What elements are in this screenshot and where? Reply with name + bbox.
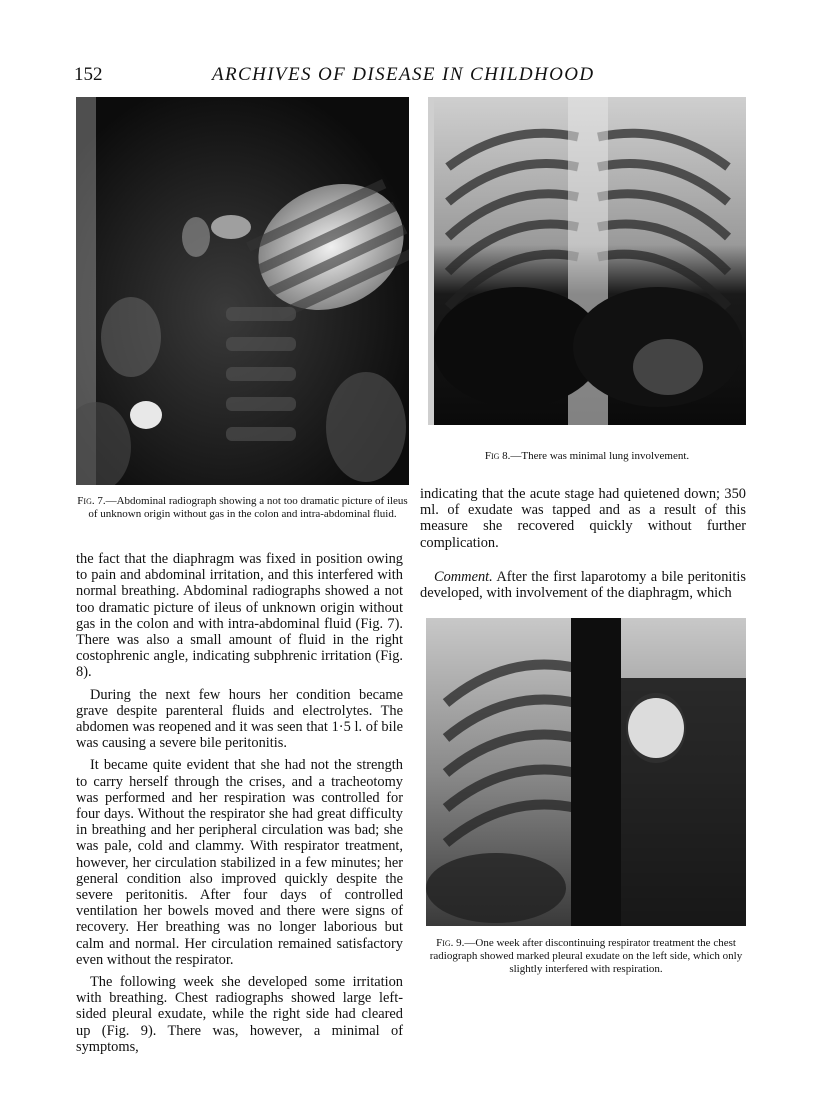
comment-text: After the first laparotomy a bile peritonitis developed, with involvement of the diaphragm, which	[420, 568, 746, 602]
figure-9-caption	[420, 937, 752, 976]
figure-7-caption-text: —Abdominal radiograph showing a not too dramatic picture of ileus of unknown origin without gas in the colon and intra-abdominal fluid.	[88, 495, 408, 520]
left-paragraph-3: It became quite evident that she had not the strength to carry herself through the crises, and a tracheotomy was performed and her respiration was controlled for four days. Without the respirator she had great difficulty in breathing and her peripheral circulation was bad; she was pale, cold and clammy. With respirator treatment, however, her circulation stabilized in a few minutes; her general condition also improved quickly despite the severe peritonitis. After four days of controlled ventilation her bowels moved and there were signs of recovery. Her breathing was no longer laborious but calm and normal. Her circulation remained satisfactory even without the respirator.	[76, 757, 403, 968]
figure-7-caption	[76, 495, 409, 521]
left-paragraph-2: During the next few hours her condition became grave despite parenteral fluids and electrolytes. The abdomen was reopened and it was seen that 1·5 l. of bile was causing a severe bile peritonitis.	[76, 686, 403, 752]
figure-9-label: Fig. 9.	[436, 937, 465, 949]
right-paragraph-1: indicating that the acute stage had quietened down; 350 ml. of exudate was tapped and as a result of this measure she recovered quickly without further complication.	[420, 486, 746, 551]
left-column	[76, 551, 403, 1055]
figure-8-label: Fig 8.	[484, 450, 511, 462]
chest-radiograph-image	[428, 97, 746, 425]
figure-7-label: Fig. 7.	[77, 495, 106, 507]
right-column	[420, 486, 746, 601]
figure-8-caption	[428, 450, 746, 463]
page-number: 152	[74, 64, 103, 85]
figure-8-caption-text: —There was minimal lung involvement.	[510, 450, 690, 462]
chest-radiograph-image-2	[426, 618, 746, 926]
figure-9-radiograph	[426, 618, 746, 926]
abdominal-radiograph-image	[76, 97, 409, 485]
comment-label: Comment.	[434, 568, 493, 585]
figure-9-caption-text: —One week after discontinuing respirator treatment the chest radiograph showed marked pleural exudate on the left side, which only slightly interfered with respiration.	[429, 937, 743, 975]
figure-8-radiograph	[428, 97, 746, 425]
left-paragraph-4: The following week she developed some irritation with breathing. Chest radiographs showed large left-sided pleural exudate, while the right side had cleared up (Fig. 9). There was, however, a minimal of symptoms,	[76, 974, 403, 1055]
figure-7-radiograph	[76, 97, 409, 485]
comment-paragraph	[420, 569, 746, 601]
journal-title: ARCHIVES OF DISEASE IN CHILDHOOD	[212, 64, 595, 85]
left-paragraph-1: the fact that the diaphragm was fixed in position owing to pain and abdominal irritation, and this interfered with normal breathing. Abdominal radiographs showed a not too dramatic picture of ileus of unknown origin without gas in the colon and with intra-abdominal fluid (Fig. 7). There was also a small amount of fluid in the right costophrenic angle, indicating subphrenic irritation (Fig. 8).	[76, 551, 403, 681]
